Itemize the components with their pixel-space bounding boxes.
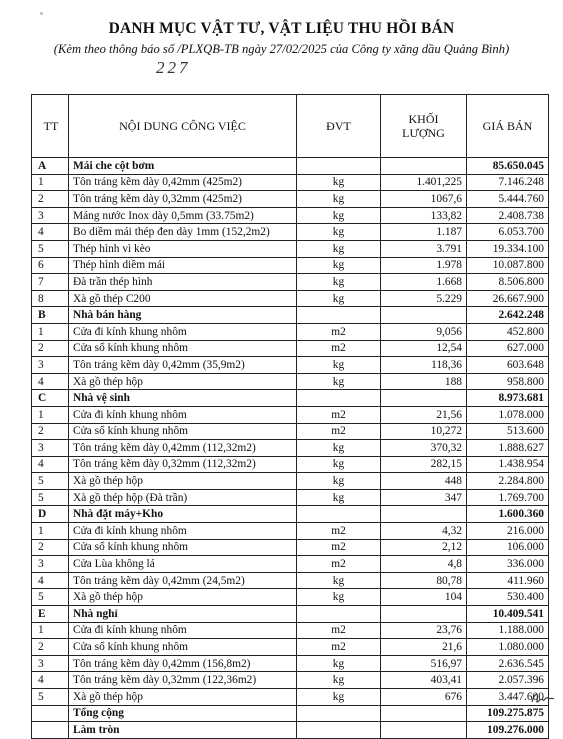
- cell-unit: kg: [297, 274, 381, 291]
- cell-content: Cửa đi kính khung nhôm: [69, 323, 297, 340]
- cell-quantity: 676: [381, 689, 467, 706]
- cell-tt: 1: [32, 622, 69, 639]
- cell-price: 3.447.600: [467, 689, 549, 706]
- header-quantity-line2: LƯỢNG: [402, 126, 445, 140]
- cell-tt: 4: [32, 572, 69, 589]
- cell-price: 10.409.541: [467, 606, 549, 623]
- header-tt: TT: [32, 95, 69, 158]
- cell-quantity: 80,78: [381, 572, 467, 589]
- cell-price: 2.284.800: [467, 473, 549, 490]
- cell-quantity: 12,54: [381, 340, 467, 357]
- table-row: [32, 340, 549, 357]
- cell-unit: m2: [297, 340, 381, 357]
- cell-tt: 1: [32, 523, 69, 540]
- table-row: [32, 689, 549, 706]
- cell-price: 8.973.681: [467, 390, 549, 407]
- cell-content: Tôn tráng kẽm dày 0,42mm (156,8m2): [69, 655, 297, 672]
- cell-quantity: [381, 158, 467, 175]
- cell-price: 452.800: [467, 323, 549, 340]
- cell-content: Cửa đi kính khung nhôm: [69, 622, 297, 639]
- cell-content: Tôn tráng kẽm dày 0,32mm (122,36m2): [69, 672, 297, 689]
- handwritten-number: 227: [156, 58, 191, 77]
- cell-quantity: [381, 506, 467, 523]
- cell-price: 627.000: [467, 340, 549, 357]
- cell-content: Tôn tráng kẽm dày 0,42mm (112,32m2): [69, 440, 297, 457]
- cell-tt: 3: [32, 440, 69, 457]
- cell-price: 2.642.248: [467, 307, 549, 324]
- document-subtitle: (Kèm theo thông báo số /PLXQB-TB ngày 27/02/2025 của Công ty xăng dầu Quảng Bình): [53, 42, 510, 56]
- cell-content: Bo diềm mái thép đen dày 1mm (152,2m2): [69, 224, 297, 241]
- cell-quantity: 448: [381, 473, 467, 490]
- table-row: [32, 373, 549, 390]
- cell-content: Máng nước Inox dày 0,5mm (33.75m2): [69, 207, 297, 224]
- section-row: [32, 158, 549, 175]
- table-row: [32, 556, 549, 573]
- table-row: [32, 207, 549, 224]
- table-row: [32, 655, 549, 672]
- section-row: [32, 390, 549, 407]
- cell-price: 19.334.100: [467, 240, 549, 257]
- cell-price: 1.600.360: [467, 506, 549, 523]
- cell-tt: [32, 705, 69, 722]
- cell-unit: kg: [297, 240, 381, 257]
- cell-price: 958.800: [467, 373, 549, 390]
- cell-price: 109.275.875: [467, 705, 549, 722]
- cell-quantity: [381, 307, 467, 324]
- cell-content: Xà gồ thép C200: [69, 290, 297, 307]
- cell-unit: kg: [297, 174, 381, 191]
- cell-quantity: 282,15: [381, 456, 467, 473]
- cell-content: Làm tròn: [69, 722, 297, 739]
- cell-content: Nhà bán hàng: [69, 307, 297, 324]
- table-row: [32, 357, 549, 374]
- cell-content: Thép hình diềm mái: [69, 257, 297, 274]
- total-row: [32, 705, 549, 722]
- cell-tt: 3: [32, 357, 69, 374]
- table-row: [32, 240, 549, 257]
- table-row: [32, 174, 549, 191]
- cell-content: Xà gồ thép hộp: [69, 373, 297, 390]
- cell-content: Tôn tráng kẽm dày 0,42mm (24,5m2): [69, 572, 297, 589]
- cell-content: Thép hình vì kèo: [69, 240, 297, 257]
- cell-price: 6.053.700: [467, 224, 549, 241]
- cell-content: Tổng cộng: [69, 705, 297, 722]
- cell-content: Cửa sổ kính khung nhôm: [69, 423, 297, 440]
- cell-tt: 3: [32, 556, 69, 573]
- section-row: [32, 506, 549, 523]
- cell-tt: 8: [32, 290, 69, 307]
- cell-quantity: 1.978: [381, 257, 467, 274]
- cell-price: 2.636.545: [467, 655, 549, 672]
- cell-unit: [297, 705, 381, 722]
- cell-tt: 4: [32, 373, 69, 390]
- cell-price: 1.888.627: [467, 440, 549, 457]
- cell-price: 2.057.396: [467, 672, 549, 689]
- table-row: [32, 290, 549, 307]
- cell-quantity: 23,76: [381, 622, 467, 639]
- cell-content: Xà gồ thép hộp: [69, 589, 297, 606]
- cell-unit: [297, 158, 381, 175]
- cell-tt: 4: [32, 672, 69, 689]
- cell-unit: m2: [297, 406, 381, 423]
- cell-content: Tôn tráng kẽm dày 0,32mm (112,32m2): [69, 456, 297, 473]
- cell-unit: kg: [297, 689, 381, 706]
- cell-tt: 2: [32, 423, 69, 440]
- table-row: [32, 274, 549, 291]
- table-row: [32, 423, 549, 440]
- cell-unit: kg: [297, 257, 381, 274]
- cell-price: 1.080.000: [467, 639, 549, 656]
- cell-tt: 6: [32, 257, 69, 274]
- cell-unit: m2: [297, 539, 381, 556]
- document-title: DANH MỤC VẬT TƯ, VẬT LIỆU THU HỒI BÁN: [108, 20, 455, 37]
- cell-tt: 3: [32, 655, 69, 672]
- cell-content: Xà gồ thép hộp: [69, 473, 297, 490]
- cell-tt: 3: [32, 207, 69, 224]
- materials-table: [31, 94, 549, 739]
- cell-quantity: 347: [381, 489, 467, 506]
- cell-tt: 7: [32, 274, 69, 291]
- cell-price: 1.188.000: [467, 622, 549, 639]
- cell-content: Nhà nghỉ: [69, 606, 297, 623]
- header-quantity: [381, 95, 467, 158]
- cell-tt: 1: [32, 174, 69, 191]
- cell-price: 10.087.800: [467, 257, 549, 274]
- cell-unit: kg: [297, 473, 381, 490]
- cell-tt: [32, 722, 69, 739]
- cell-quantity: 1.187: [381, 224, 467, 241]
- table-row: [32, 672, 549, 689]
- cell-unit: kg: [297, 191, 381, 208]
- cell-content: Cửa đi kính khung nhôm: [69, 523, 297, 540]
- cell-unit: [297, 606, 381, 623]
- cell-content: Tôn tráng kẽm dày 0,32mm (425m2): [69, 191, 297, 208]
- cell-quantity: 10,272: [381, 423, 467, 440]
- table-row: [32, 406, 549, 423]
- cell-tt: 5: [32, 489, 69, 506]
- table-body: [32, 158, 549, 739]
- table-row: [32, 440, 549, 457]
- table-row: [32, 572, 549, 589]
- table-header-row: [32, 95, 549, 158]
- cell-unit: kg: [297, 290, 381, 307]
- table-row: [32, 489, 549, 506]
- cell-quantity: 370,32: [381, 440, 467, 457]
- section-row: [32, 307, 549, 324]
- cell-quantity: 104: [381, 589, 467, 606]
- cell-tt: 5: [32, 689, 69, 706]
- cell-quantity: 4,32: [381, 523, 467, 540]
- cell-unit: kg: [297, 589, 381, 606]
- cell-quantity: 9,056: [381, 323, 467, 340]
- cell-price: 26.667.900: [467, 290, 549, 307]
- cell-tt: 2: [32, 639, 69, 656]
- table-row: [32, 191, 549, 208]
- cell-quantity: 3.791: [381, 240, 467, 257]
- table-row: [32, 257, 549, 274]
- cell-unit: m2: [297, 423, 381, 440]
- cell-quantity: 21,56: [381, 406, 467, 423]
- cell-price: 530.400: [467, 589, 549, 606]
- cell-content: Tôn tráng kẽm dày 0,42mm (35,9m2): [69, 357, 297, 374]
- cell-price: 513.600: [467, 423, 549, 440]
- cell-content: Xà gồ thép hộp (Đà trần): [69, 489, 297, 506]
- cell-price: 1.438.954: [467, 456, 549, 473]
- table-row: [32, 224, 549, 241]
- header-quantity-line1: KHỐI: [408, 112, 439, 126]
- cell-quantity: [381, 705, 467, 722]
- cell-content: Mái che cột bơm: [69, 158, 297, 175]
- cell-unit: m2: [297, 622, 381, 639]
- cell-quantity: 133,82: [381, 207, 467, 224]
- cell-content: Nhà vệ sinh: [69, 390, 297, 407]
- cell-price: 85.650.045: [467, 158, 549, 175]
- table-row: [32, 539, 549, 556]
- cell-tt: 1: [32, 406, 69, 423]
- cell-tt: C: [32, 390, 69, 407]
- cell-unit: [297, 390, 381, 407]
- table-row: [32, 473, 549, 490]
- cell-quantity: 1067,6: [381, 191, 467, 208]
- cell-content: Cửa sổ kính khung nhôm: [69, 639, 297, 656]
- cell-tt: B: [32, 307, 69, 324]
- cell-quantity: 516,97: [381, 655, 467, 672]
- cell-tt: E: [32, 606, 69, 623]
- cell-content: Cửa đi kính khung nhôm: [69, 406, 297, 423]
- cell-price: 336.000: [467, 556, 549, 573]
- cell-quantity: [381, 606, 467, 623]
- cell-tt: 2: [32, 191, 69, 208]
- cell-content: Cửa sổ kính khung nhôm: [69, 539, 297, 556]
- cell-price: 5.444.760: [467, 191, 549, 208]
- cell-unit: [297, 506, 381, 523]
- cell-tt: 4: [32, 224, 69, 241]
- cell-unit: kg: [297, 440, 381, 457]
- cell-price: 1.078.000: [467, 406, 549, 423]
- scan-speck: [40, 12, 43, 15]
- cell-unit: kg: [297, 357, 381, 374]
- header-content: NỘI DUNG CÔNG VIỆC: [69, 95, 297, 158]
- cell-content: Cửa Lùa không lá: [69, 556, 297, 573]
- cell-content: Nhà đặt máy+Kho: [69, 506, 297, 523]
- cell-price: 7.146.248: [467, 174, 549, 191]
- cell-unit: m2: [297, 639, 381, 656]
- cell-quantity: 118,36: [381, 357, 467, 374]
- cell-price: 216.000: [467, 523, 549, 540]
- total-row: [32, 722, 549, 739]
- cell-price: 2.408.738: [467, 207, 549, 224]
- cell-tt: 2: [32, 340, 69, 357]
- table-row: [32, 589, 549, 606]
- cell-content: Cửa sổ kính khung nhôm: [69, 340, 297, 357]
- cell-quantity: 4,8: [381, 556, 467, 573]
- cell-unit: kg: [297, 224, 381, 241]
- cell-price: 603.648: [467, 357, 549, 374]
- cell-content: Tôn tráng kẽm dày 0,42mm (425m2): [69, 174, 297, 191]
- table-row: [32, 323, 549, 340]
- cell-unit: m2: [297, 556, 381, 573]
- cell-tt: D: [32, 506, 69, 523]
- cell-unit: m2: [297, 523, 381, 540]
- cell-unit: kg: [297, 373, 381, 390]
- header-unit: ĐVT: [297, 95, 381, 158]
- cell-tt: 4: [32, 456, 69, 473]
- table-row: [32, 639, 549, 656]
- cell-unit: kg: [297, 489, 381, 506]
- cell-tt: A: [32, 158, 69, 175]
- cell-quantity: 1.401,225: [381, 174, 467, 191]
- cell-tt: 5: [32, 473, 69, 490]
- signature-mark: [530, 688, 556, 708]
- cell-quantity: 403,41: [381, 672, 467, 689]
- section-row: [32, 606, 549, 623]
- cell-price: 109.276.000: [467, 722, 549, 739]
- cell-tt: 5: [32, 589, 69, 606]
- cell-tt: 2: [32, 539, 69, 556]
- cell-tt: 1: [32, 323, 69, 340]
- cell-unit: m2: [297, 323, 381, 340]
- header-price: GIÁ BÁN: [467, 95, 549, 158]
- cell-tt: 5: [32, 240, 69, 257]
- cell-quantity: 1.668: [381, 274, 467, 291]
- cell-price: 411.960: [467, 572, 549, 589]
- cell-price: 8.506.800: [467, 274, 549, 291]
- cell-unit: [297, 722, 381, 739]
- cell-unit: kg: [297, 207, 381, 224]
- table-row: [32, 622, 549, 639]
- cell-unit: kg: [297, 456, 381, 473]
- cell-quantity: 188: [381, 373, 467, 390]
- cell-unit: kg: [297, 672, 381, 689]
- cell-price: 1.769.700: [467, 489, 549, 506]
- cell-quantity: [381, 722, 467, 739]
- cell-unit: [297, 307, 381, 324]
- cell-quantity: 2,12: [381, 539, 467, 556]
- cell-quantity: 5.229: [381, 290, 467, 307]
- table-row: [32, 523, 549, 540]
- cell-content: Đà trần thép hình: [69, 274, 297, 291]
- table-row: [32, 456, 549, 473]
- cell-unit: kg: [297, 572, 381, 589]
- cell-price: 106.000: [467, 539, 549, 556]
- cell-unit: kg: [297, 655, 381, 672]
- cell-quantity: [381, 390, 467, 407]
- cell-content: Xà gồ thép hộp: [69, 689, 297, 706]
- cell-quantity: 21,6: [381, 639, 467, 656]
